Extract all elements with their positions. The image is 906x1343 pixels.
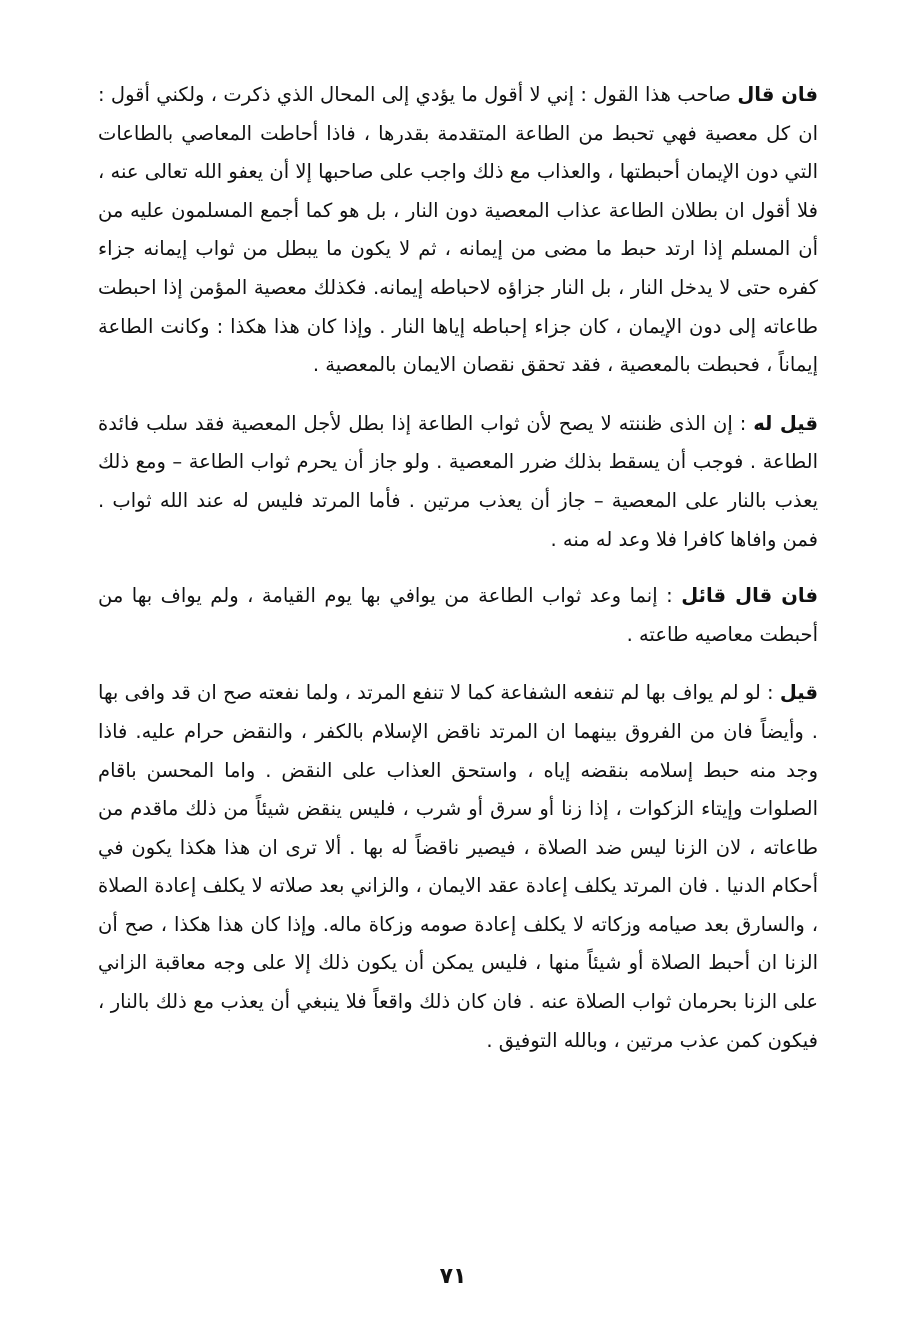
paragraph-1-lead: فان قال <box>737 83 818 106</box>
paragraph-1 <box>98 76 818 385</box>
paragraph-4 <box>98 674 818 1060</box>
paragraph-3-text: : إنما وعد ثواب الطاعة من يوافي بها يوم القيامة ، ولم يواف بها من أحبطت معاصيه طاعته . <box>98 584 818 646</box>
paragraph-2-lead: قيل له <box>753 411 818 435</box>
paragraph-2-text: : إن الذى ظننته لا يصح لأن ثواب الطاعة إذا بطل لأجل المعصية فقد سلب فائدة الطاعة . فوجب أن يسقط بذلك ضرر المعصية . ولو جاز أن يحرم ثواب الطاعة – ومع ذلك يعذب بالنار على المعصية – جاز أن يعذب مرتين . فأما المرتد فليس له عند الله ثواب . فمن وافاها كافرا فلا وعد له منه . <box>98 411 818 551</box>
paragraph-4-text: : لو لم يواف بها لم تنفعه الشفاعة كما لا تنفع المرتد ، ولما نفعته صح ان قد وافى بها . وأيضاً فان من الفروق بينهما ان المرتد ناقض الإسلام بالكفر ، والنقض حرام عليه. فاذا وجد منه حبط إسلامه بنقضه إياه ، واستحق العذاب على النقض . واما المحسن باقام الصلوات وإيتاء الزكوات ، إذا زنا أو سرق أو شرب ، فليس ينقض شيئاً من ذلك ماقدم من طاعاته ، لان الزنا ليس ضد الصلاة ، فيصير ناقضاً له بها . ألا ترى ان هذا هكذا يكون في أحكام الدنيا . فان المرتد يكلف إعادة عقد الايمان ، والزاني بعد صلاته لا يكلف إعادة الصلاة ، والسارق بعد صيامه وزكاته لا يكلف إعادة صومه وزكاة ماله. وإذا كان هذا هكذا ، صح أن الزنا ان أحبط الصلاة أو شيئاً منها ، فليس يمكن أن يكون ذلك إلا على وجه معاقبة الزاني على الزنا بحرمان ثواب الصلاة عنه . فان كان ذلك واقعاً فلا ينبغي أن يعذب مع ذلك بالنار ، فيكون كمن عذب مرتين ، وبالله التوفيق . <box>98 681 818 1052</box>
paragraph-1-text: صاحب هذا القول : إني لا أقول ما يؤدي إلى المحال الذي ذكرت ، ولكني أقول : ان كل معصية فهي تحبط من الطاعة المتقدمة بقدرها ، فاذا أحاطت المعاصي بالطاعات التي دون الإيمان أحبطتها ، والعذاب مع ذلك واجب على صاحبها إلا أن يعفو الله تعالى عنه ، فلا أقول ان بطلان الطاعة عذاب المعصية دون النار ، بل هو كما أجمع المسلمون عليه من أن المسلم إذا ارتد حبط ما مضى من إيمانه ، ثم لا يكون ما يبطل من ثواب إيمانه جزاء كفره حتى لا يدخل النار ، بل النار جزاؤه لاحباطه إيمانه. فكذلك معصية المؤمن إذا احبطت طاعاته إلى دون الإيمان ، كان جزاء إحباطه إياها النار . وإذا كان هذا هكذا : وكانت الطاعة إيماناً ، فحبطت بالمعصية ، فقد تحقق نقصان الايمان بالمعصية . <box>98 83 818 377</box>
paragraph-2 <box>98 405 818 559</box>
paragraph-4-lead: قيل <box>779 681 818 705</box>
paragraph-3 <box>98 577 818 654</box>
page-number: ٧١ <box>439 1264 467 1289</box>
paragraph-3-lead: فان قال قائل <box>681 584 818 608</box>
document-page <box>98 70 818 1060</box>
